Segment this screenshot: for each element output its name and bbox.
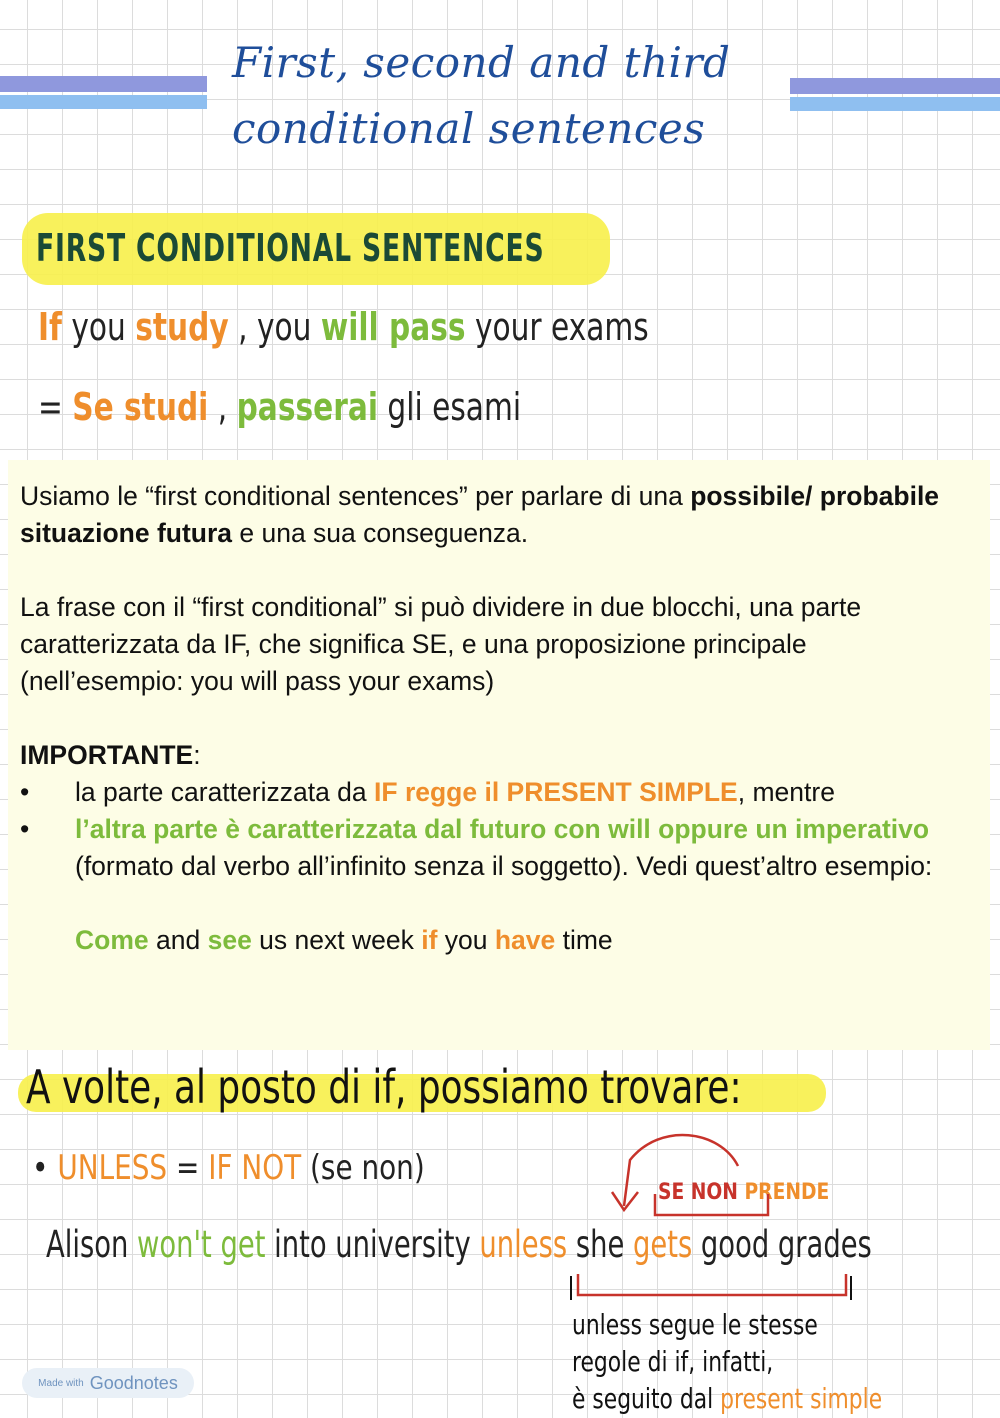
ex-see: see [207, 925, 252, 955]
bullet-dot-2: • [20, 814, 30, 844]
section-heading-alternatives: A volte, al posto di if, possiamo trovare: [26, 1060, 742, 1114]
word-comma: , [208, 385, 237, 429]
p1-text-a: Usiamo le “first conditional sentences” per parlare di una [20, 481, 691, 511]
word-se-studi: Se studi [72, 385, 209, 429]
word-gli-esami: gli esami [377, 385, 522, 429]
decor-band-left-top [0, 76, 207, 92]
word-you: you [61, 305, 136, 349]
example-italian [38, 385, 521, 429]
ex-come: Come [75, 925, 149, 955]
ex-and: and [148, 925, 208, 955]
paragraph-2: La frase con il “first conditional” si può dividere in due blocchi, una parte caratterizzata da IF, che significa SE, e una proposizione principale (nell’esempio: you will pass your exams) [20, 592, 862, 696]
box-example [20, 922, 975, 959]
word-rest: your exams [465, 305, 649, 349]
paragraph-1 [20, 478, 975, 552]
bullet-1 [20, 774, 975, 811]
b2-text: (formato dal verbo all’infinito senza il soggetto). Vedi quest’altro esempio: [75, 851, 933, 881]
word-wont-get: won't get [137, 1223, 266, 1266]
word-unless: UNLESS [57, 1148, 168, 1188]
explanation-text [20, 478, 975, 959]
unless-bullet: • [32, 1148, 49, 1188]
ex-us: us next week [251, 925, 422, 955]
important-bold: IMPORTANTE [20, 740, 194, 770]
decor-band-right-top [790, 78, 1000, 94]
word-se-non: (se non) [301, 1148, 425, 1188]
decor-band-right-bottom [790, 97, 1000, 111]
word-comma-you: , you [228, 305, 321, 349]
word-passerai: passerai [236, 385, 378, 429]
p1-bold: possibile/ probabile situazione futura [20, 481, 940, 548]
explanation-box [8, 460, 990, 1050]
b2-green: l’altra parte è caratterizzata dal futuro con will oppure un imperativo [75, 814, 930, 844]
word-unless-2: unless [479, 1223, 568, 1266]
word-into-university: into university [265, 1223, 480, 1266]
title-line-2: conditional sentences [232, 104, 706, 153]
page-title [232, 30, 792, 162]
note-line-3-a: è seguito dal [572, 1382, 721, 1415]
decor-band-left-bottom [0, 95, 207, 109]
word-study: study [135, 305, 229, 349]
unless-equals: = [167, 1148, 209, 1188]
bullet-2 [20, 811, 975, 885]
word-gets: gets [632, 1223, 693, 1266]
word-will-pass: will pass [320, 305, 466, 349]
ex-time: time [555, 925, 613, 955]
label-se-non: SE NON [658, 1180, 738, 1205]
important-colon: : [193, 740, 201, 770]
ex-have: have [494, 925, 556, 955]
b1-text-a: la parte caratterizzata da [75, 777, 375, 807]
ex-if: if [421, 925, 438, 955]
label-prende: PRENDE [744, 1180, 830, 1205]
b1-text-b: , mentre [737, 777, 835, 807]
title-line-1: First, second and third [232, 38, 731, 87]
word-she: she [567, 1223, 633, 1266]
under-bracket [578, 1274, 846, 1295]
word-alison: Alison [46, 1223, 138, 1266]
arrow-head [612, 1192, 638, 1210]
b1-orange: IF regge il PRESENT SIMPLE [374, 777, 738, 807]
bullet-dot-1: • [20, 777, 30, 807]
note-line-3 [572, 1380, 882, 1417]
example-english [38, 305, 649, 349]
word-if-not: IF NOT [208, 1148, 302, 1188]
unless-definition [32, 1148, 425, 1188]
se-non-prende-label [658, 1180, 829, 1205]
word-good-grades: good grades [692, 1223, 872, 1266]
equals-sign: = [38, 385, 73, 429]
note-present-simple: present simple [720, 1382, 883, 1415]
section-heading-first-conditional: FIRST CONDITIONAL SENTENCES [36, 226, 545, 270]
unless-example-sentence [46, 1223, 872, 1266]
ex-you: you [437, 925, 495, 955]
word-if: If [38, 305, 62, 349]
important-label [20, 737, 975, 774]
note-line-1: unless segue le stesse [572, 1308, 818, 1341]
goodnotes-logo: Goodnotes [89, 1372, 178, 1393]
made-with-text: Made with [38, 1377, 84, 1389]
unless-note [572, 1306, 882, 1417]
p1-text-b: e una sua conseguenza. [232, 518, 529, 548]
note-line-2: regole di if, infatti, [572, 1345, 774, 1378]
goodnotes-badge [22, 1368, 194, 1398]
